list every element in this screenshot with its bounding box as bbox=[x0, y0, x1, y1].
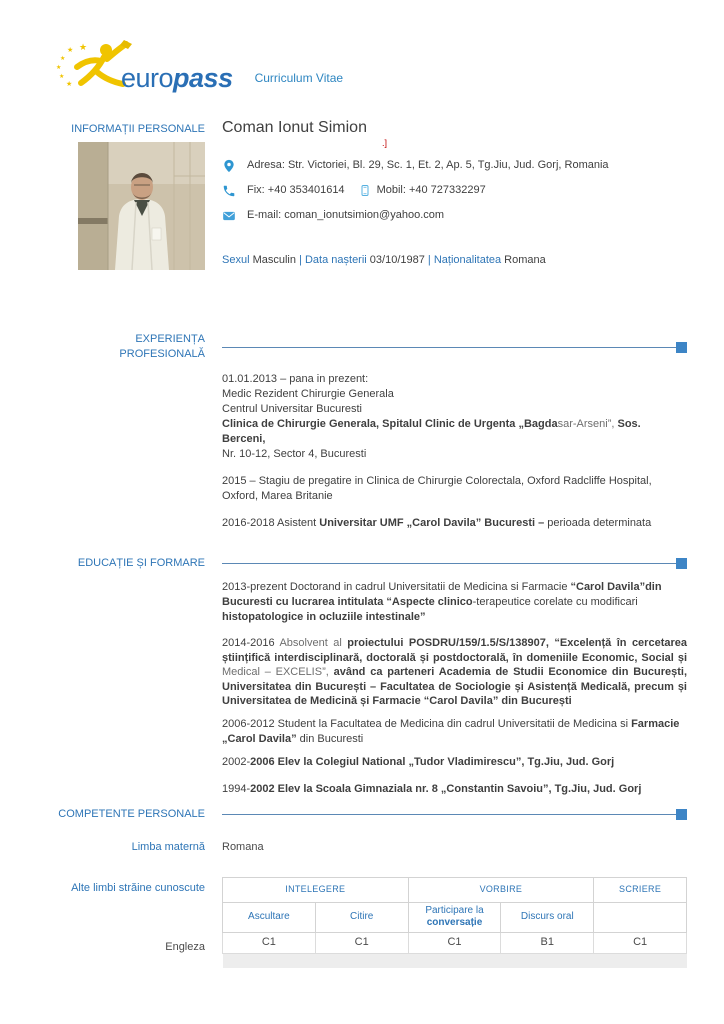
email-row bbox=[222, 208, 687, 223]
section-rule-square bbox=[676, 342, 687, 353]
level-writing: C1 bbox=[594, 932, 687, 953]
svg-text:★: ★ bbox=[79, 43, 88, 53]
svg-text:★: ★ bbox=[59, 73, 65, 80]
svg-text:★: ★ bbox=[66, 80, 73, 88]
personal-section-label: INFORMAȚII PERSONALE bbox=[71, 123, 205, 135]
section-rule-square bbox=[676, 558, 687, 569]
fix-phone-text: Fix: +40 353401614 bbox=[247, 184, 345, 196]
education-entry: 2002-2006 Elev la Colegiul National „Tudor Vladimirescu”, Tg.Jiu, Jud. Gorj bbox=[222, 755, 615, 768]
europass-logo bbox=[55, 38, 233, 94]
education-content bbox=[55, 580, 687, 797]
education-entry: 1994-2002 Elev la Scoala Gimnaziala nr. 8 „Constantin Savoiu”, Tg.Jiu, Jud. Gorj bbox=[222, 782, 642, 795]
logo-euro-text: euro bbox=[121, 63, 174, 93]
address-text: Adresa: Str. Victoriei, Bl. 29, Sc. 1, Et. 2, Ap. 5, Tg.Jiu, Jud. Gorj, Romania bbox=[247, 159, 609, 171]
competences-section-header bbox=[55, 807, 687, 822]
personal-info-section bbox=[55, 118, 687, 138]
competences-section-label: COMPETENTE PERSONALE bbox=[58, 807, 205, 820]
location-pin-icon bbox=[222, 159, 236, 173]
personal-info-body bbox=[55, 138, 687, 270]
experience-section-label: EXPERIENȚA PROFESIONALĂ bbox=[119, 333, 205, 360]
education-section-label: EDUCAȚIE ȘI FORMARE bbox=[77, 557, 205, 569]
level-listening: C1 bbox=[223, 932, 316, 953]
skills-level-row bbox=[223, 932, 687, 953]
skills-group-header-row bbox=[223, 877, 687, 902]
subheader-listening: Ascultare bbox=[223, 902, 316, 932]
subheader-writing-empty bbox=[594, 902, 687, 932]
mother-tongue-value: Romana bbox=[222, 840, 264, 853]
foreign-languages-row bbox=[55, 877, 687, 969]
europass-wordmark bbox=[121, 65, 233, 92]
group-header-speaking: VORBIRE bbox=[408, 877, 594, 902]
level-oral: B1 bbox=[501, 932, 594, 953]
language-name: Engleza bbox=[165, 940, 205, 953]
education-entry: 2013-prezent Doctorand in cadrul Universitatii de Medicina si Farmacie “Carol Davila”din Bucuresti cu lucrarea intitulata “Aspecte clinico-terapeutice corelate cu modificari histopatologice in ocluziile intestinale” bbox=[222, 581, 662, 623]
experience-entry: 01.01.2013 – pana in prezent: Medic Rezident Chirurgie Generala Centrul Universitar Bucuresti Clinica de Chirurgie Generala, Spitalul Clinic de Urgenta „Bagdasar-Arseni”, Sos. Berceni, Nr. 10-12, Sector 4, Bucuresti bbox=[222, 373, 641, 460]
subheader-conversation: Participare la conversație bbox=[408, 902, 501, 932]
experience-entry: 2016-2018 Asistent Universitar UMF „Carol Davila” Bucuresti – perioada determinata bbox=[222, 517, 652, 529]
email-text: E-mail: coman_ionutsimion@yahoo.com bbox=[247, 209, 445, 221]
section-rule bbox=[222, 342, 687, 353]
svg-text:★: ★ bbox=[56, 64, 62, 71]
language-skills-table bbox=[222, 877, 687, 969]
section-rule bbox=[222, 558, 687, 569]
profile-photo bbox=[78, 142, 205, 270]
tracked-change-mark: .] bbox=[382, 138, 388, 148]
email-icon bbox=[222, 209, 236, 223]
header bbox=[55, 38, 687, 94]
section-rule-square bbox=[676, 809, 687, 820]
skills-filler-row bbox=[223, 953, 687, 968]
address-row bbox=[222, 158, 687, 173]
document-type-label: Curriculum Vitae bbox=[254, 71, 344, 85]
phone-icon bbox=[222, 184, 236, 198]
svg-text:★: ★ bbox=[67, 46, 74, 54]
person-name: Coman Ionut Simion bbox=[222, 119, 367, 136]
section-rule bbox=[222, 809, 687, 820]
demographics-line: Sexul Masculin | Data nașterii 03/10/1987 | Naționalitatea Romana bbox=[222, 254, 546, 266]
phone-row bbox=[222, 183, 687, 198]
education-section-header bbox=[55, 556, 687, 571]
education-entry: 2006-2012 Student la Facultatea de Medicina din cadrul Universitatii de Medicina si Farmacie „Carol Davila” din Bucuresti bbox=[222, 717, 680, 745]
skills-subheader-row bbox=[223, 902, 687, 932]
level-reading: C1 bbox=[315, 932, 408, 953]
mobile-phone-text: Mobil: +40 727332297 bbox=[376, 184, 486, 196]
subheader-oral: Discurs oral bbox=[501, 902, 594, 932]
education-entry: 2014-2016 Absolvent al proiectului POSDRU/159/1.5/S/138907, “Excelență în cercetarea științifică interdisciplinară, doctorală și postdoctorală, în domeniile Economic, Social și Medical – EXCELIS”, având ca parteneri Academia de Studii Economice din București, Universitatea din București – Facultatea de Sociologie și Asistență Medicală, precum și Universitatea de Medicină și Farmacie “Carol Davila” din București bbox=[222, 637, 687, 707]
mother-tongue-row bbox=[55, 840, 687, 855]
group-header-understanding: INTELEGERE bbox=[223, 877, 409, 902]
level-conversation: C1 bbox=[408, 932, 501, 953]
mobile-phone-icon bbox=[359, 184, 371, 197]
mother-tongue-label: Limba maternă bbox=[131, 840, 205, 853]
experience-entry: 2015 – Stagiu de pregatire in Clinica de Chirurgie Colorectala, Oxford Radcliffe Hospital, Oxford, Marea Britanie bbox=[222, 475, 652, 502]
logo-pass-text: pass bbox=[173, 63, 233, 93]
experience-section-header bbox=[55, 332, 687, 362]
other-languages-label: Alte limbi străine cunoscute bbox=[71, 881, 205, 894]
subheader-reading: Citire bbox=[315, 902, 408, 932]
group-header-writing: SCRIERE bbox=[594, 877, 687, 902]
experience-content bbox=[55, 372, 687, 531]
svg-text:★: ★ bbox=[60, 55, 66, 62]
